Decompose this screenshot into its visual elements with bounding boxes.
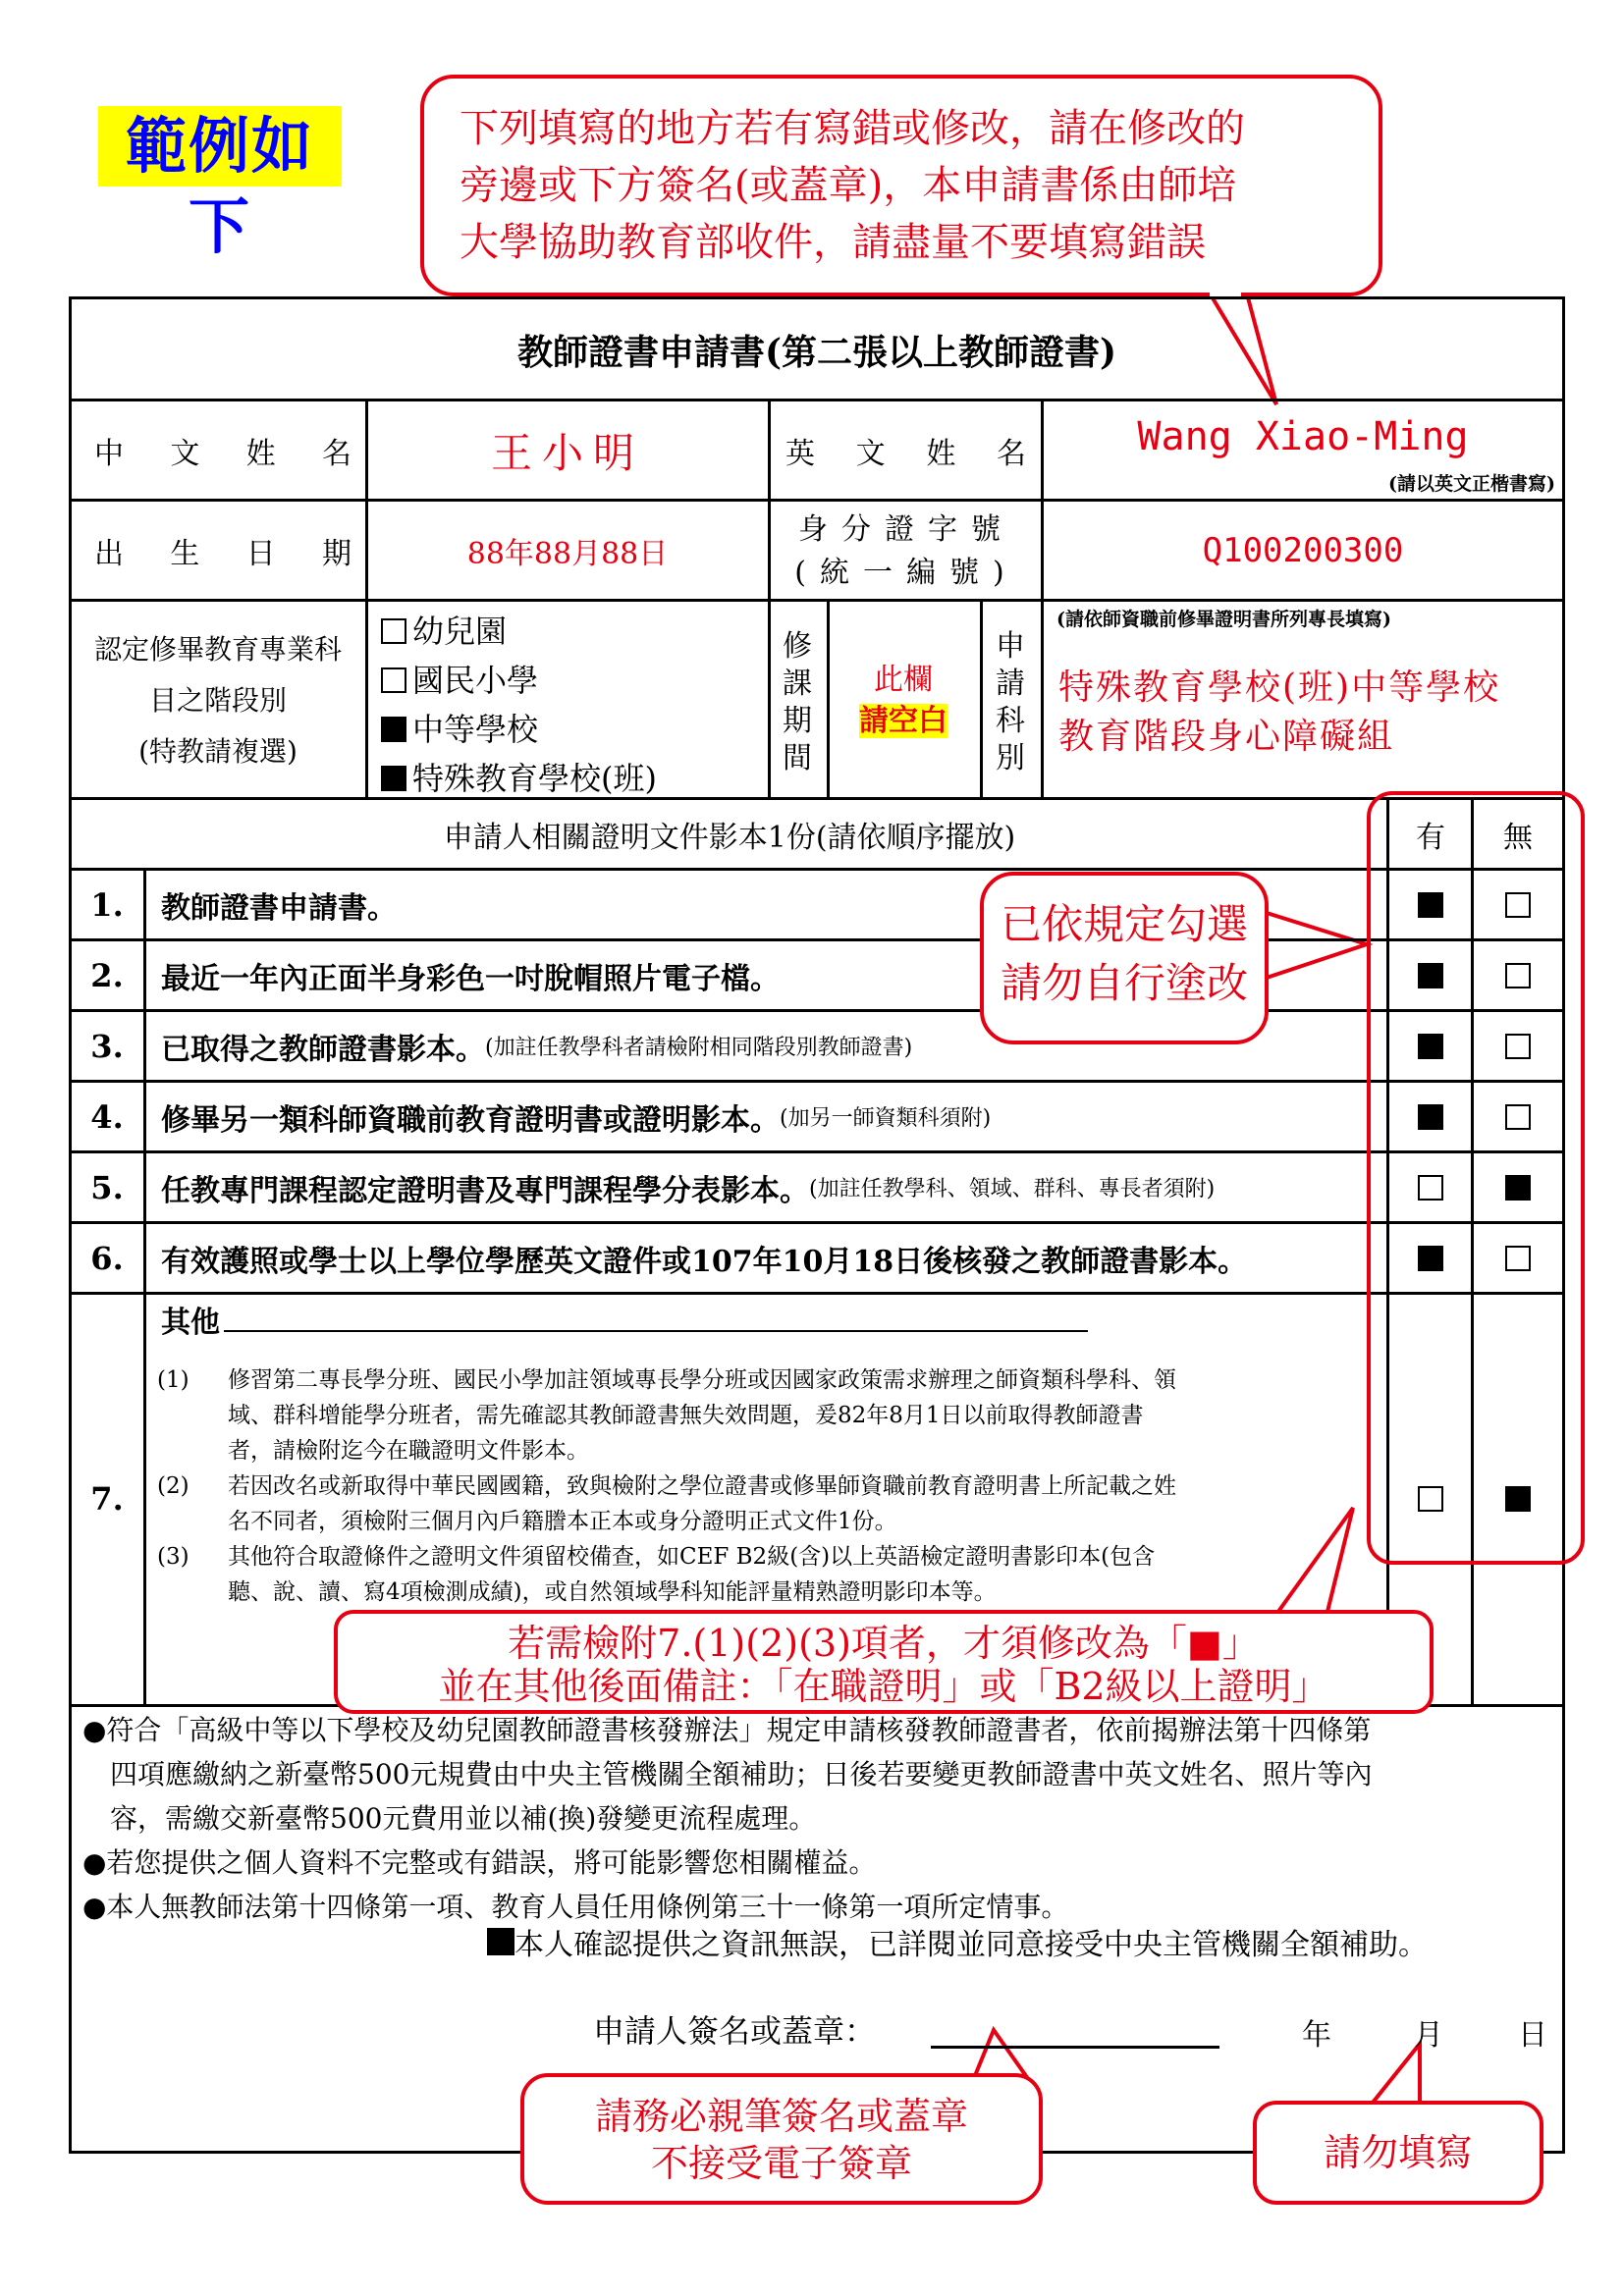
footer-line-5: ●本人無教師法第十四條第一項、教育人員任用條例第三十一條第一項所定情事。 bbox=[82, 1891, 1069, 1923]
doc-row-2-num: 2. bbox=[90, 956, 124, 994]
form-title: 教師證書申請書(第二張以上教師證書) bbox=[516, 331, 1117, 373]
example-badge: 範例如下 bbox=[98, 106, 342, 187]
doc-row-6-title: 有效護照或學士以上學位學歷英文證件或107年10月18日後核發之教師證書影本。 bbox=[161, 1244, 1248, 1279]
id-label: 身分證字號 (統一編號) bbox=[794, 512, 1018, 590]
birth-label: 出 生 日 期 bbox=[94, 537, 352, 571]
row-7-notes bbox=[157, 1362, 1375, 1610]
stage-label: 認定修畢教育專業科 目之階段別 (特教請複選) bbox=[93, 633, 342, 768]
id-value[interactable]: Q100200300 bbox=[1202, 531, 1404, 570]
period-value: 此欄 請空白 bbox=[859, 663, 947, 738]
row-7-note-3: (3) 其他符合取證條件之證明文件須留校備查，如CEF B2級(含)以上英語檢定證明書影印本(包含 聽、說、讀、寫4項檢測成績)，或自然領域學科知能評量精熟證明影印本等。 bbox=[157, 1544, 1156, 1605]
subject-value[interactable]: 特殊教育學校(班)中等學校 教育階段身心障礙組 bbox=[1058, 667, 1501, 757]
docs-callout: 已依規定勾選 請勿自行塗改 bbox=[980, 872, 1269, 1044]
stage-option-secondary[interactable]: 中等學校 bbox=[381, 705, 657, 754]
row-7-note-1: (1) 修習第二專長學分班、國民小學加註領域專長學分班或因國家政策需求辦理之師資類科學科、領 域、群科增能學分班者，需先確認其教師證書無失效問題，爰82年8月1日以前取得教師證書 者，請檢附迄今在職證明文件影本。 bbox=[157, 1367, 1176, 1464]
signature-line[interactable] bbox=[931, 2046, 1219, 2049]
doc-row-4-title: 修畢另一類科師資職前教育證明書或證明影本。 bbox=[161, 1102, 780, 1138]
signature-callout: 請務必親筆簽名或蓋章 不接受電子簽章 bbox=[520, 2073, 1043, 2205]
top-callout-line-3: 大學協助教育部收件，請盡量不要填寫錯誤 bbox=[460, 220, 1206, 265]
footer-line-4: ●若您提供之個人資料不完整或有錯誤，將可能影響您相關權益。 bbox=[82, 1846, 877, 1879]
footer-line-2: 四項應繳納之新臺幣500元規費由中央主管機關全額補助；日後若要變更教師證書中英文姓名、照片等內 bbox=[82, 1758, 1373, 1790]
stage-option-elementary[interactable]: 國民小學 bbox=[381, 656, 657, 705]
signature-label: 申請人簽名或蓋章： bbox=[593, 2012, 877, 2050]
docs-header-has: 有 bbox=[1416, 821, 1445, 855]
doc-row-5-note: (加註任教學科、領域、群科、專長者須附) bbox=[809, 1177, 1216, 1201]
stage-option-kindergarten[interactable]: 幼兒園 bbox=[381, 607, 657, 656]
docs-header-none: 無 bbox=[1503, 821, 1533, 855]
confirm-statement[interactable] bbox=[487, 1920, 1428, 1963]
doc-row-4-num: 4. bbox=[90, 1097, 124, 1136]
stage-option-special[interactable]: 特殊教育學校(班) bbox=[381, 754, 657, 803]
doc-row-1-title: 教師證書申請書。 bbox=[161, 890, 397, 926]
stage-options bbox=[381, 607, 657, 803]
checkbox-columns-highlight bbox=[1367, 791, 1585, 1565]
doc-row-1-num: 1. bbox=[90, 885, 124, 924]
doc-row-divider bbox=[69, 1292, 1565, 1295]
checkbox-kindergarten[interactable] bbox=[381, 618, 406, 644]
row-7-note-2: (2) 若因改名或新取得中華民國國籍，致與檢附之學位證書或修畢師資職前教育證明書上所記載之姓 名不同者，須檢附三個月內戶籍謄本正本或身分證明正式文件1份。 bbox=[157, 1473, 1176, 1534]
subject-label: 申 請 科 別 bbox=[996, 629, 1025, 775]
date-callout: 請勿填寫 bbox=[1253, 2101, 1543, 2205]
checkbox-special[interactable] bbox=[381, 766, 406, 791]
footer-line-3: 容，需繳交新臺幣500元費用並以補(換)發變更流程處理。 bbox=[82, 1802, 817, 1835]
doc-row-3-title: 已取得之教師證書影本。 bbox=[161, 1032, 485, 1067]
row-7-other[interactable]: 其他 bbox=[161, 1298, 1088, 1341]
checkbox-secondary[interactable] bbox=[381, 717, 406, 742]
english-name-label: 英 文 姓 名 bbox=[785, 437, 1026, 471]
doc-row-5-text bbox=[161, 1153, 1384, 1221]
doc-row-6-num: 6. bbox=[90, 1239, 124, 1277]
top-callout bbox=[420, 75, 1382, 296]
doc-row-2-title: 最近一年內正面半身彩色一吋脫帽照片電子檔。 bbox=[161, 961, 780, 996]
doc-row-4-note: (加另一師資類科須附) bbox=[780, 1106, 992, 1131]
chinese-name-value[interactable]: 王小明 bbox=[490, 429, 644, 477]
doc-row-3-note: (加註任教學科者請檢附相同階段別教師證書) bbox=[485, 1036, 913, 1060]
doc-row-3-num: 3. bbox=[90, 1027, 124, 1065]
footer-notes bbox=[82, 1708, 1555, 1929]
confirm-text: 本人確認提供之資訊無誤，已詳閱並同意接受中央主管機關全額補助。 bbox=[514, 1928, 1428, 1962]
english-name-value[interactable]: Wang Xiao-Ming bbox=[1137, 414, 1469, 459]
doc-row-6-text bbox=[161, 1224, 1384, 1292]
date-year: 年 bbox=[1302, 2018, 1331, 2053]
row-7-num: 7. bbox=[90, 1480, 124, 1518]
checkbox-elementary[interactable] bbox=[381, 667, 406, 693]
date-day: 日 bbox=[1518, 2018, 1547, 2053]
confirm-checkbox[interactable] bbox=[487, 1928, 514, 1955]
top-callout-line-1: 下列填寫的地方若有寫錯或修改，請在修改的 bbox=[460, 106, 1245, 151]
top-callout-line-2: 旁邊或下方簽名(或蓋章)，本申請書係由師培 bbox=[460, 163, 1237, 208]
date-month: 月 bbox=[1414, 2018, 1443, 2053]
docs-header-label: 申請人相關證明文件影本1份(請依順序擺放) bbox=[443, 821, 1016, 855]
doc-row-5-num: 5. bbox=[90, 1168, 124, 1206]
chinese-name-label: 中 文 姓 名 bbox=[94, 437, 352, 471]
subject-hint: (請依師資職前修畢證明書所列專長填寫) bbox=[1056, 609, 1391, 630]
footer-line-1: ●符合「高級中等以下學校及幼兒園教師證書核發辦法」規定申請核發教師證書者，依前揭辦法第十四條第 bbox=[82, 1714, 1372, 1746]
row7-callout: 若需檢附7.(1)(2)(3)項者，才須修改為「■」 並在其他後面備註：「在職證明」或「B2級以上證明」 bbox=[334, 1610, 1434, 1714]
doc-row-4-text bbox=[161, 1083, 1384, 1150]
english-name-hint: (請以英文正楷書寫) bbox=[1388, 473, 1555, 495]
birth-value[interactable]: 88年88月88日 bbox=[466, 537, 669, 571]
doc-row-5-title: 任教專門課程認定證明書及專門課程學分表影本。 bbox=[161, 1173, 809, 1208]
period-label: 修 課 期 間 bbox=[783, 629, 812, 775]
